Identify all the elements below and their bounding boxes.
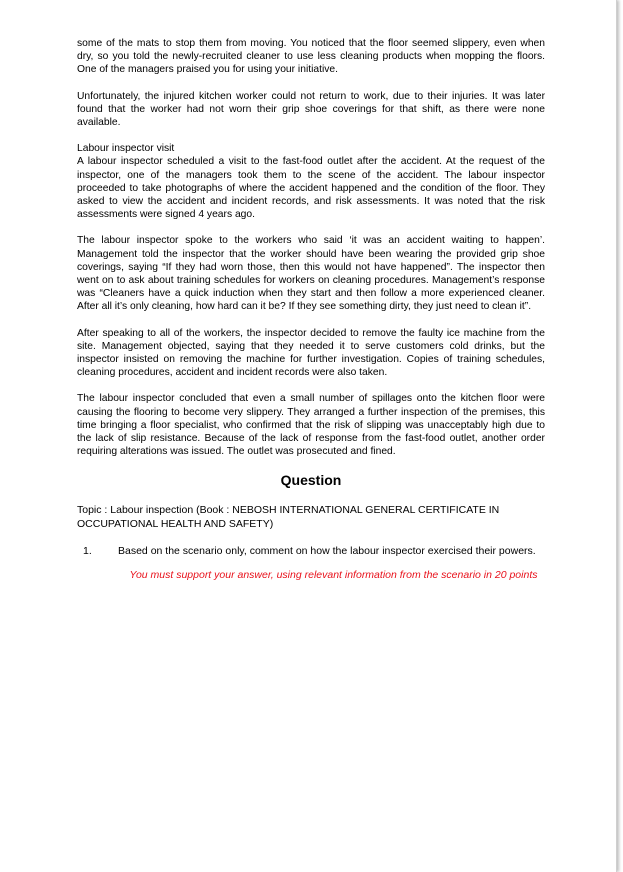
paragraph-ice-machine: After speaking to all of the workers, the inspector decided to remove the faulty ice machine from the site. Management objected, saying that they needed it to serve customers cold drinks, but the inspector insisted on removing the machine for further investigation. Copies of training schedules, cleaning procedures, accident and incident records were also taken. [77,327,545,379]
paragraph-workers-spoke: The labour inspector spoke to the workers who said ‘it was an accident waiting to happen’. Management told the inspector that the worker should have been wearing the provided grip shoe coverings, saying “If they had worn those, then this would not have happened”. The inspector then went on to ask about training schedules for workers on cleaning procedures. Management’s response was “Cleaners have a quick induction when they start and then follow a more experienced cleaner. After all it’s only cleaning, how hard can it be? If they see something dirty, they just need to clean it”. [77,235,545,313]
paragraph-injured-worker: Unfortunately, the injured kitchen worker could not return to work, due to their injuries. It was later found that the worker had not worn their grip shoe coverings for that shift, as there were none available. [77,90,545,129]
question-text: Based on the scenario only, comment on how the labour inspector exercised their powers. [118,545,536,558]
instruction-text: You must support your answer, using relevant information from the scenario in 20 points [129,568,538,581]
topic-line: Topic : Labour inspection (Book : NEBOSH INTERNATIONAL GENERAL CERTIFICATE IN OCCUPATIONAL HEALTH AND SAFETY) [77,504,500,530]
section-heading: Labour inspector visit [77,143,175,155]
question-item [77,545,545,559]
paragraph-conclusion: The labour inspector concluded that even a small number of spillages onto the kitchen floor were causing the flooring to become very slippery. They arranged a further inspection of the premises, this time bringing a floor specialist, who confirmed that the risk of slipping was unacceptably high due to the lack of slip resistance. Because of the lack of response from the fast-food outlet, another order requiring alterations was issued. The outlet was prosecuted and fined. [77,393,545,458]
question-number: 1. [83,545,92,558]
paragraph-mats: some of the mats to stop them from moving. You noticed that the floor seemed slippery, even when dry, so you told the newly-recruited cleaner to use less cleaning products when mopping the floors. One of the managers praised you for using your initiative. [77,38,545,76]
paragraph-inspector-visit: A labour inspector scheduled a visit to the fast-food outlet after the accident. At the request of the inspector, one of the managers took them to the scene of the accident. The labour inspector proceeded to take photographs of where the accident happened and the condition of the floor. They asked to view the accident and incident records, and risk assessments. It was noted that the risk assessments were signed 4 years ago. [77,156,545,221]
document-content [77,37,545,582]
question-title: Question [280,472,342,489]
